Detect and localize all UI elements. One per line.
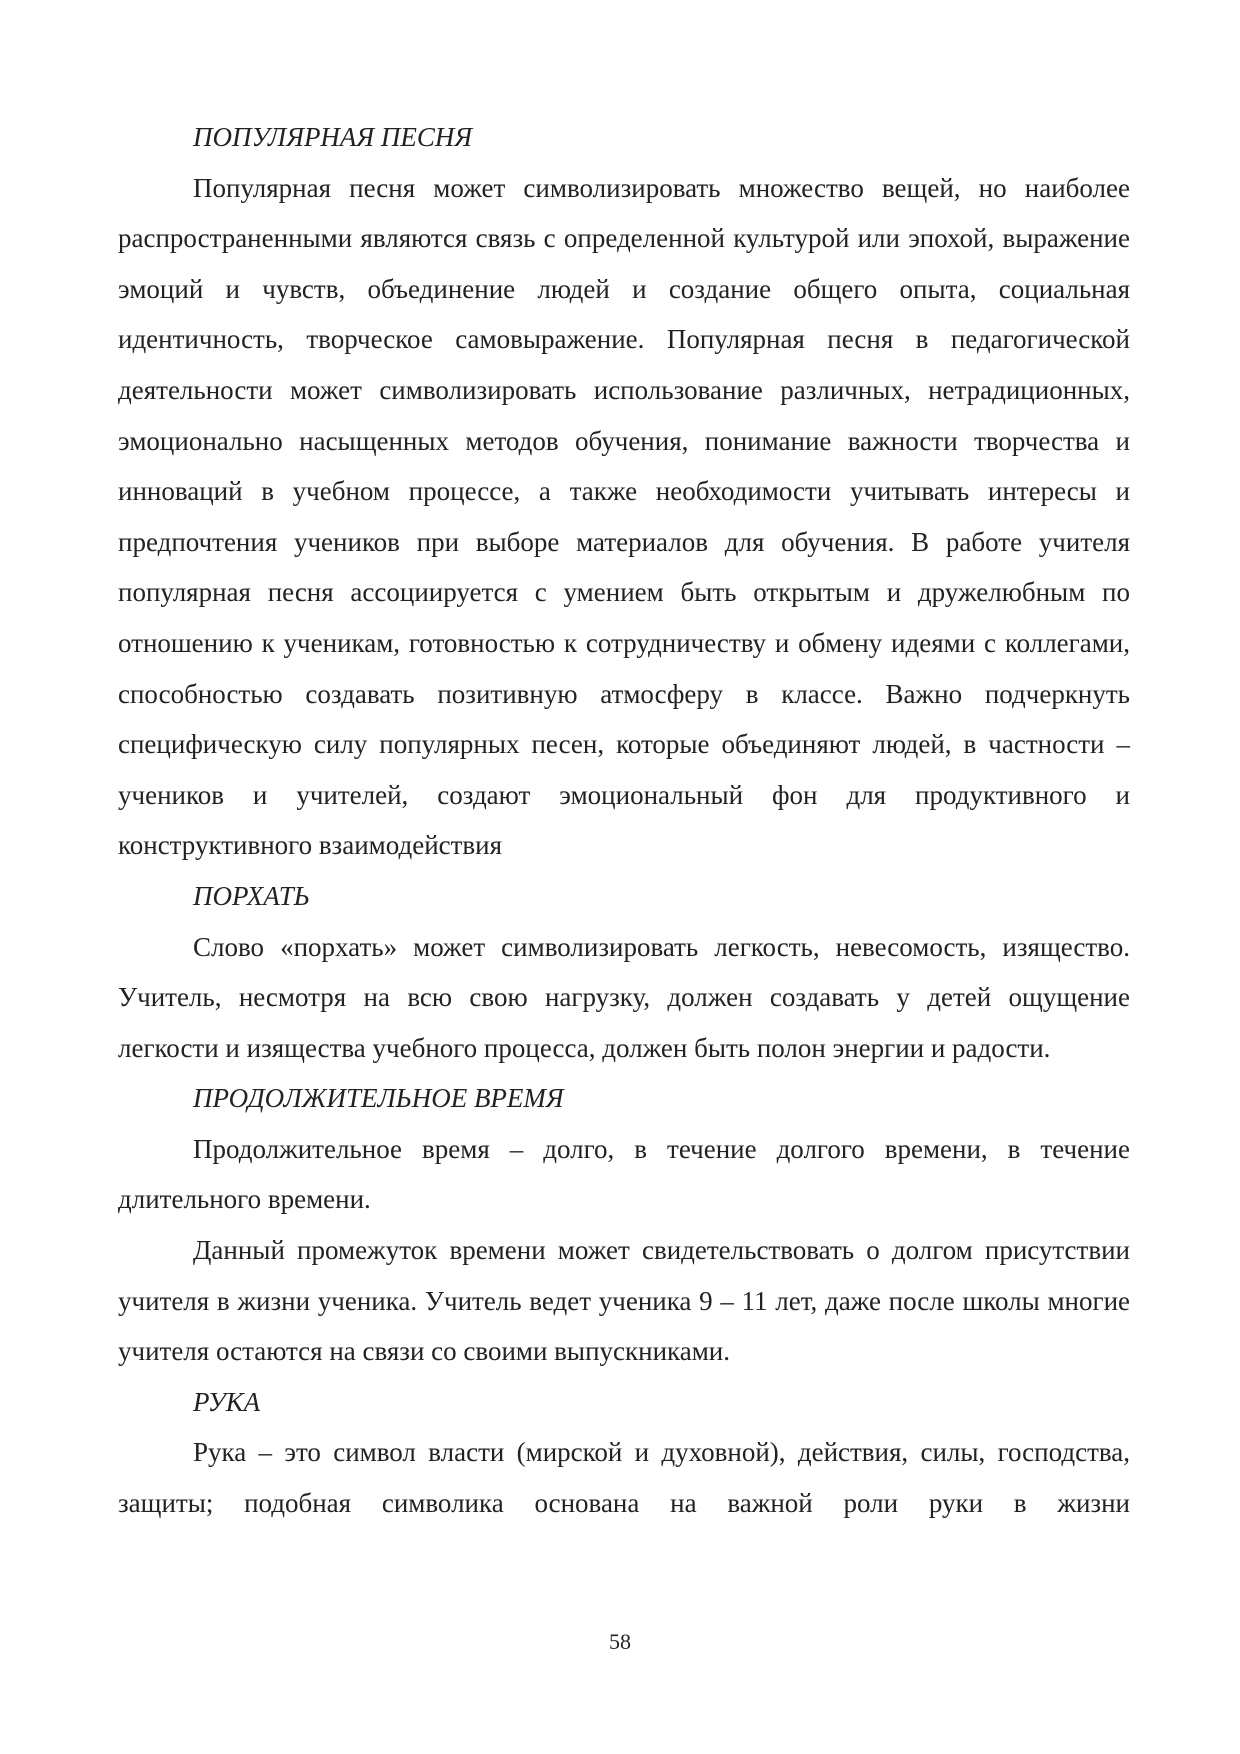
paragraph-hand: Рука – это символ власти (мирской и духовной), действия, силы, господства, защиты; подобная символика основана на важной роли руки в жизни: [118, 1437, 1130, 1519]
section-heading-flutter: ПОРХАТЬ: [193, 880, 310, 911]
document-page: [118, 112, 1130, 1529]
paragraph-flutter: Слово «порхать» может символизировать легкость, невесомость, изящество. Учитель, несмотря на всю свою нагрузку, должен создавать у детей ощущение легкости и изящества учебного процесса, должен быть полон энергии и радости.: [118, 931, 1130, 1063]
section-heading-long-time: ПРОДОЛЖИТЕЛЬНОЕ ВРЕМЯ: [193, 1083, 564, 1114]
section-heading-hand: РУКА: [193, 1386, 261, 1417]
section-heading-popular-song: ПОПУЛЯРНАЯ ПЕСНЯ: [193, 122, 473, 152]
paragraph-popular-song: Популярная песня может символизировать множество вещей, но наиболее распространенными являются связь с определенной культурой или эпохой, выражение эмоций и чувств, объединение людей и создание общего опыта, социальная идентичность, творческое самовыражение. Популярная песня в педагогической деятельности может символизировать использование различных, нетрадиционных, эмоционально насыщенных методов обучения, понимание важности творчества и инноваций в учебном процессе, а также необходимости учитывать интересы и предпочтения учеников при выборе материалов для обучения. В работе учителя популярная песня ассоциируется с умением быть открытым и дружелюбным по отношению к ученикам, готовностью к сотрудничеству и обмену идеями с коллегами, способностью создавать позитивную атмосферу в классе. Важно подчеркнуть специфическую силу популярных песен, которые объединяют людей, в частности – учеников и учителей, создают эмоциональный фон для продуктивного и конструктивного взаимодействия: [118, 172, 1130, 861]
paragraph-long-time-2: Данный промежуток времени может свидетельствовать о долгом присутствии учителя в жизни ученика. Учитель ведет ученика 9 – 11 лет, даже после школы многие учителя остаются на связи со своими выпускниками.: [118, 1235, 1130, 1367]
paragraph-long-time-1: Продолжительное время – долго, в течение долгого времени, в течение длительного времени.: [118, 1133, 1130, 1215]
page-number: 58: [609, 1629, 631, 1654]
